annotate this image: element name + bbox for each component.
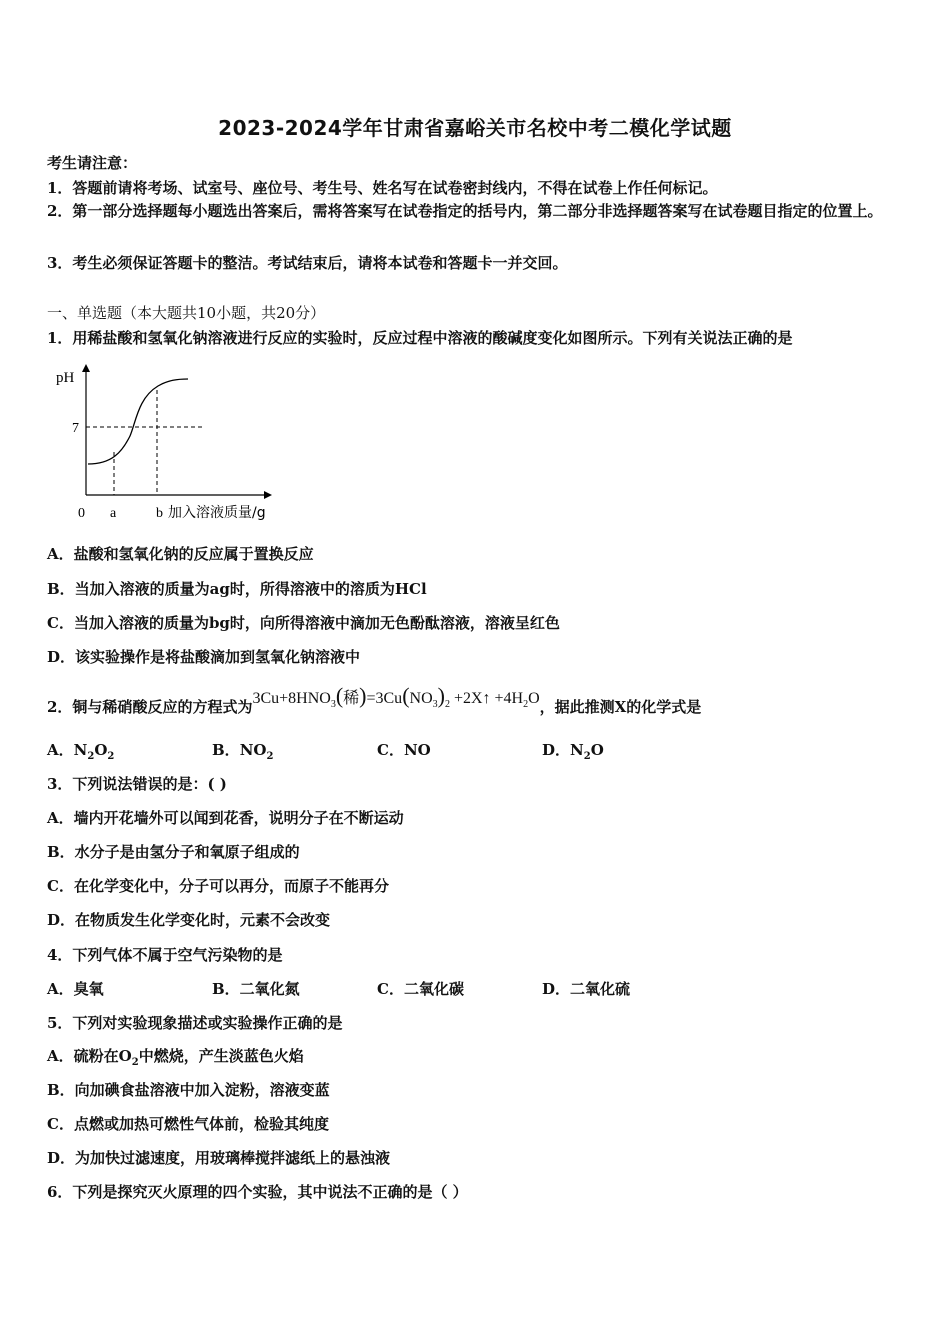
x-axis-arrow (264, 491, 272, 499)
q2-option-a: A．$N_2O_2$ (47, 741, 115, 762)
q1-option-b: B．当加入溶液的质量为ag时，所得溶液中的溶质为HCl (47, 580, 427, 598)
q5-option-a: A．硫粉在$O_2$中燃烧，产生淡蓝色火焰 (47, 1047, 304, 1068)
x-axis-label: 加入溶液质量/g (168, 505, 266, 521)
y-axis-label: pH (56, 370, 75, 386)
q4-option-c: C．二氧化碳 (377, 980, 464, 998)
q2-equation: $3Cu+8HNO_3$(稀)$=3Cu(NO_3)_2$ +2X↑ $+4H_2O$ (252, 683, 540, 711)
q4-stem: 4．下列气体不属于空气污染物的是 (47, 946, 283, 964)
q2-stem-suffix: ，据此推测X的化学式是 (539, 698, 702, 716)
q5-stem: 5．下列对实验现象描述或实验操作正确的是 (47, 1014, 343, 1032)
q3-option-b: B．水分子是由氢分子和氧原子组成的 (47, 843, 300, 861)
q4-option-a: A．臭氧 (47, 980, 104, 998)
q3-option-a: A．墙内开花墙外可以闻到花香，说明分子在不断运动 (47, 809, 404, 827)
section-heading: 一、单选题（本大题共10小题，共20分） (47, 304, 326, 322)
q2-options (47, 739, 907, 761)
notice-item-2: 2．第一部分选择题每小题选出答案后，需将答案写在试卷指定的括号内，第二部分非选择题答案写在试卷题目指定的位置上。 (47, 202, 883, 220)
q1-stem: 1．用稀盐酸和氢氧化钠溶液进行反应的实验时，反应过程中溶液的酸碱度变化如图所示。下列有关说法正确的是 (47, 329, 793, 347)
q1-option-a: A．盐酸和氢氧化钠的反应属于置换反应 (47, 545, 314, 563)
x-tick-0: 0 (78, 506, 85, 521)
q5-option-c: C．点燃或加热可燃性气体前，检验其纯度 (47, 1115, 329, 1133)
ph-chart (50, 360, 300, 530)
x-tick-a: a (110, 506, 117, 521)
q2-stem-prefix: 2．铜与稀硝酸反应的方程式为 (47, 698, 253, 716)
q3-option-d: D．在物质发生化学变化时，元素不会改变 (47, 911, 331, 929)
q4-options (47, 978, 907, 1000)
q1-option-c: C．当加入溶液的质量为bg时，向所得溶液中滴加无色酚酞溶液，溶液呈红色 (47, 614, 560, 632)
q2-stem (47, 683, 702, 719)
ph-curve (88, 379, 188, 464)
q3-option-c: C．在化学变化中，分子可以再分，而原子不能再分 (47, 877, 389, 895)
y-tick-7: 7 (72, 421, 79, 436)
q1-option-d: D．该实验操作是将盐酸滴加到氢氧化钠溶液中 (47, 648, 361, 666)
q3-stem: 3．下列说法错误的是：( ) (47, 775, 227, 793)
q2-option-c: C．NO (377, 741, 431, 759)
y-axis-arrow (82, 364, 90, 372)
q4-option-d: D．二氧化硫 (542, 980, 631, 998)
page-title: 2023-2024学年甘肃省嘉峪关市名校中考二模化学试题 (218, 116, 732, 140)
q4-option-b: B．二氧化氮 (212, 980, 300, 998)
x-tick-b: b (156, 506, 163, 521)
q6-stem: 6．下列是探究灭火原理的四个实验，其中说法不正确的是（ ） (47, 1183, 468, 1201)
q2-option-b: B．$NO_2$ (212, 741, 274, 762)
q5-option-d: D．为加快过滤速度，用玻璃棒搅拌滤纸上的悬浊液 (47, 1149, 391, 1167)
notice-item-3: 3．考生必须保证答题卡的整洁。考试结束后，请将本试卷和答题卡一并交回。 (47, 254, 568, 272)
q2-option-d: D．$N_2O$ (542, 741, 604, 762)
q5-option-b: B．向加碘食盐溶液中加入淀粉，溶液变蓝 (47, 1081, 330, 1099)
notice-heading: 考生请注意： (47, 154, 138, 172)
notice-item-1: 1．答题前请将考场、试室号、座位号、考生号、姓名写在试卷密封线内，不得在试卷上作任何标记。 (47, 179, 718, 197)
